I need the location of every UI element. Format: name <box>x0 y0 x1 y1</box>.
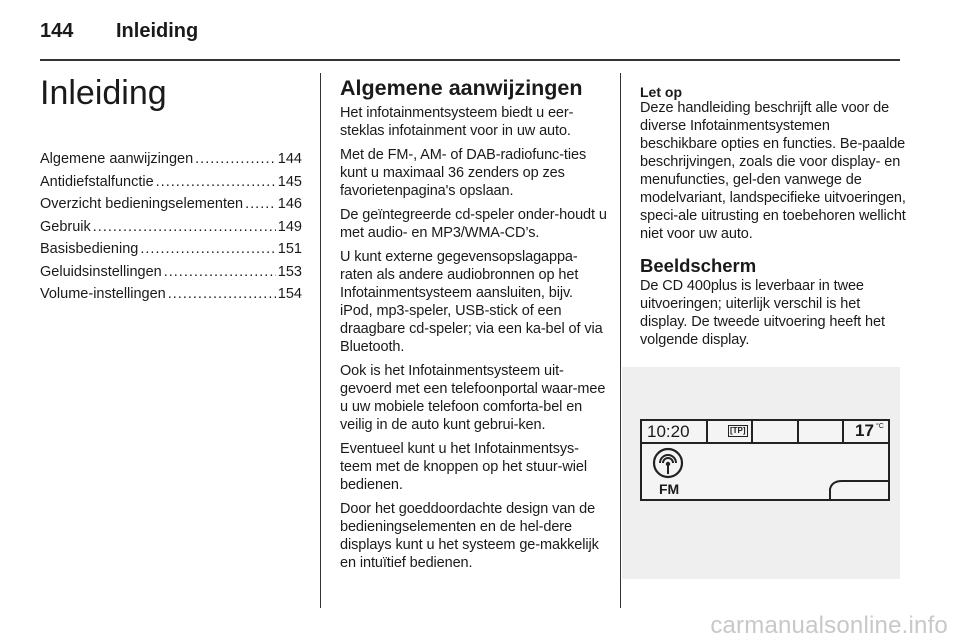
status-divider <box>751 421 753 442</box>
body-paragraph: De CD 400plus is leverbaar in twee uitvoeringen; uiterlijk verschil is het display. De tweede uitvoering heeft het volgende display. <box>640 278 885 348</box>
toc-leader <box>168 283 276 306</box>
toc-label: Gebruik <box>40 218 91 235</box>
toc-leader <box>93 216 276 239</box>
toc-label: Basisbediening <box>40 241 139 257</box>
toc-label: Overzicht bedieningselementen <box>40 196 244 212</box>
toc-leader <box>195 148 276 171</box>
toc-leader <box>164 261 276 284</box>
column-divider <box>620 73 621 608</box>
column-divider <box>320 73 321 608</box>
toc-leader <box>140 238 275 261</box>
body-paragraph: Met de FM-, AM- of DAB-radiofunc-ties kunt u maximaal 36 zenders op zes favorietenpagina's opslaan. <box>340 147 587 199</box>
body-paragraph: U kunt externe gegevensopslagappa-raten als andere audiobronnen op het Infotainmentsysteem aansluiten, bijv. iPod, mp3-speler, USB-stick of een draagbare cd-speler; via een ka-bel of via Bluetooth. <box>340 249 603 355</box>
status-divider <box>842 421 844 442</box>
status-divider <box>797 421 799 442</box>
note-column <box>640 85 908 355</box>
running-header: Inleiding <box>116 20 199 42</box>
note-text: Deze handleiding beschrijft alle voor de diverse Infotainmentsystemen beschikbare opties en functies. Be-paalde beschrijvingen, zoals die voor display- en menufuncties, gel-den vanwege de modelvariant, landspecifieke uitvoeringen, speci-ale uitrusting en toebehoren wellicht niet voor uw auto. <box>640 100 906 242</box>
toc-page: 151 <box>277 241 302 257</box>
toc-leader <box>245 193 276 216</box>
toc-label: Geluidsinstellingen <box>40 263 162 280</box>
note-label: Let op <box>640 84 682 100</box>
toc-entry[interactable] <box>40 283 302 306</box>
chapter-title: Inleiding <box>40 74 167 112</box>
body-paragraph: Ook is het Infotainmentsysteem uit-gevoerd met een telefoonportal waar-mee u uw mobiele telefoon comforta-bel en veilig in de auto kunt gebrui-ken. <box>340 363 606 433</box>
display-screen <box>640 419 890 501</box>
header-rule <box>40 59 900 61</box>
watermark: carmanualsonline.info <box>710 612 948 639</box>
section-heading: Beeldscherm <box>640 255 757 276</box>
toc-page: 145 <box>277 173 302 190</box>
toc-label: Algemene aanwijzingen <box>40 151 194 167</box>
clock: 10:20 <box>647 422 690 441</box>
toc-page: 154 <box>277 286 302 302</box>
toc-page: 149 <box>277 218 302 235</box>
general-info-column <box>340 75 608 578</box>
body-paragraph: Het infotainmentsysteem biedt u eer-steklas infotainment voor in uw auto. <box>340 105 574 139</box>
status-bar <box>642 421 888 444</box>
toc-entry[interactable] <box>40 238 302 261</box>
temperature: 17 <box>855 421 874 440</box>
chapter-column <box>40 70 302 306</box>
toc-entry[interactable] <box>40 193 302 216</box>
toc-entry[interactable] <box>40 171 302 194</box>
toc-leader <box>156 171 276 194</box>
toc-page: 153 <box>277 263 302 280</box>
toc-label: Volume-instellingen <box>40 286 166 302</box>
temperature-unit: °C <box>876 423 884 430</box>
body-paragraph: Eventueel kunt u het Infotainmentsys-teem met de knoppen op het stuur-wiel bedienen. <box>340 441 587 493</box>
toc-page: 144 <box>277 151 302 167</box>
display-illustration <box>622 367 900 579</box>
section-heading: Algemene aanwijzingen <box>340 76 583 100</box>
toc-label: Antidiefstalfunctie <box>40 173 154 190</box>
page-number: 144 <box>40 20 74 42</box>
tp-indicator: [TP] <box>730 426 746 435</box>
toc-page: 146 <box>277 196 302 212</box>
table-of-contents <box>40 148 302 306</box>
toc-entry[interactable] <box>40 216 302 239</box>
body-paragraph: Door het goeddoordachte design van de bedieningselementen en de hel-dere displays kunt u het systeem ge-makkelijk en intuïtief bedienen. <box>340 501 599 571</box>
status-divider <box>706 421 708 442</box>
toc-entry[interactable] <box>40 148 302 171</box>
band-label: FM <box>659 481 680 497</box>
radio-icon <box>650 447 686 483</box>
body-paragraph: De geïntegreerde cd-speler onder-houdt u met audio- en MP3/WMA-CD’s. <box>340 207 607 241</box>
curve-icon <box>828 473 890 501</box>
toc-entry[interactable] <box>40 261 302 284</box>
